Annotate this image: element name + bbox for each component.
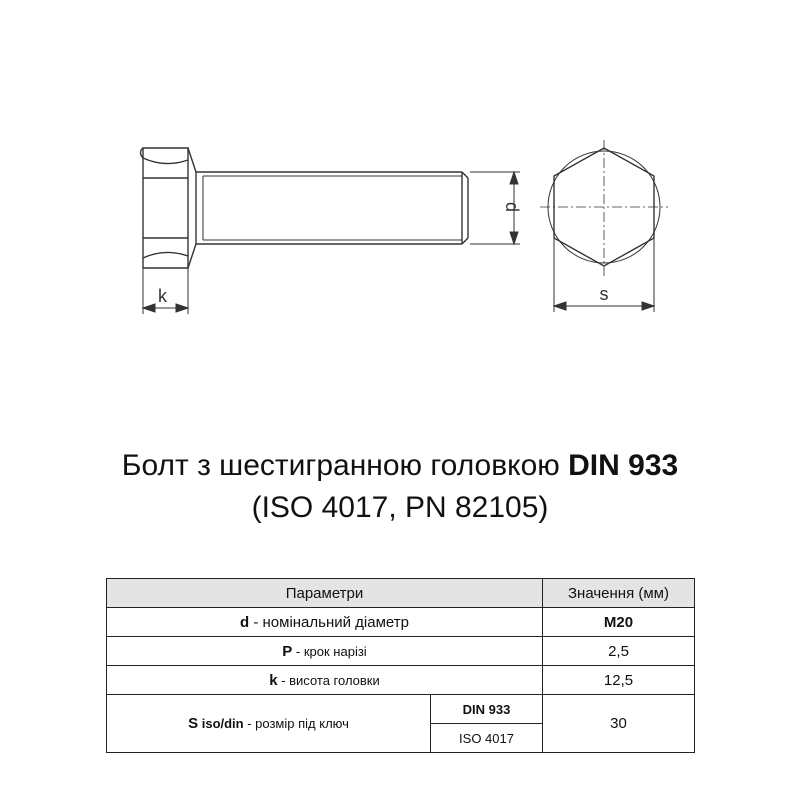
value-cell: M20 — [543, 608, 695, 637]
param-symbol: P — [282, 642, 293, 660]
parameters-table — [106, 578, 695, 753]
param-symbol: S — [188, 715, 199, 732]
title-prefix: Болт з шестигранною головкою — [121, 449, 569, 482]
dimension-d-label: d — [502, 201, 522, 213]
dimension-k-label: k — [158, 286, 167, 306]
param-symbol: d — [240, 613, 250, 631]
param-cell — [107, 608, 543, 637]
param-desc: - висота головки — [277, 672, 380, 688]
value-cell: 12,5 — [543, 666, 695, 695]
param-desc: - розмір під ключ — [243, 716, 349, 731]
bolt-shank-side-view — [196, 172, 468, 244]
title-standard: DIN 933 — [568, 449, 679, 482]
table-row — [107, 666, 695, 695]
param-cell — [107, 637, 543, 666]
product-subtitle: (ISO 4017, PN 82105) — [251, 491, 549, 524]
param-cell — [107, 666, 543, 695]
product-title — [0, 448, 800, 484]
param-cell — [107, 695, 431, 753]
param-subscript: iso/din — [198, 716, 244, 731]
table-row — [107, 695, 695, 724]
standard-cell: DIN 933 — [431, 695, 543, 724]
dimension-s-label: s — [599, 284, 609, 304]
standard-cell: ISO 4017 — [431, 724, 543, 753]
bolt-head-end-view — [540, 140, 668, 276]
header-values: Значення (мм) — [543, 579, 695, 608]
bolt-head-side-view — [141, 148, 197, 268]
table-header-row — [107, 579, 695, 608]
table-row — [107, 608, 695, 637]
table-row — [107, 637, 695, 666]
param-desc: - крок нарізі — [292, 643, 367, 659]
param-desc: - номінальний діаметр — [249, 613, 409, 631]
header-params: Параметри — [107, 579, 543, 608]
value-cell: 2,5 — [543, 637, 695, 666]
param-symbol: k — [269, 671, 278, 689]
value-cell: 30 — [543, 695, 695, 753]
